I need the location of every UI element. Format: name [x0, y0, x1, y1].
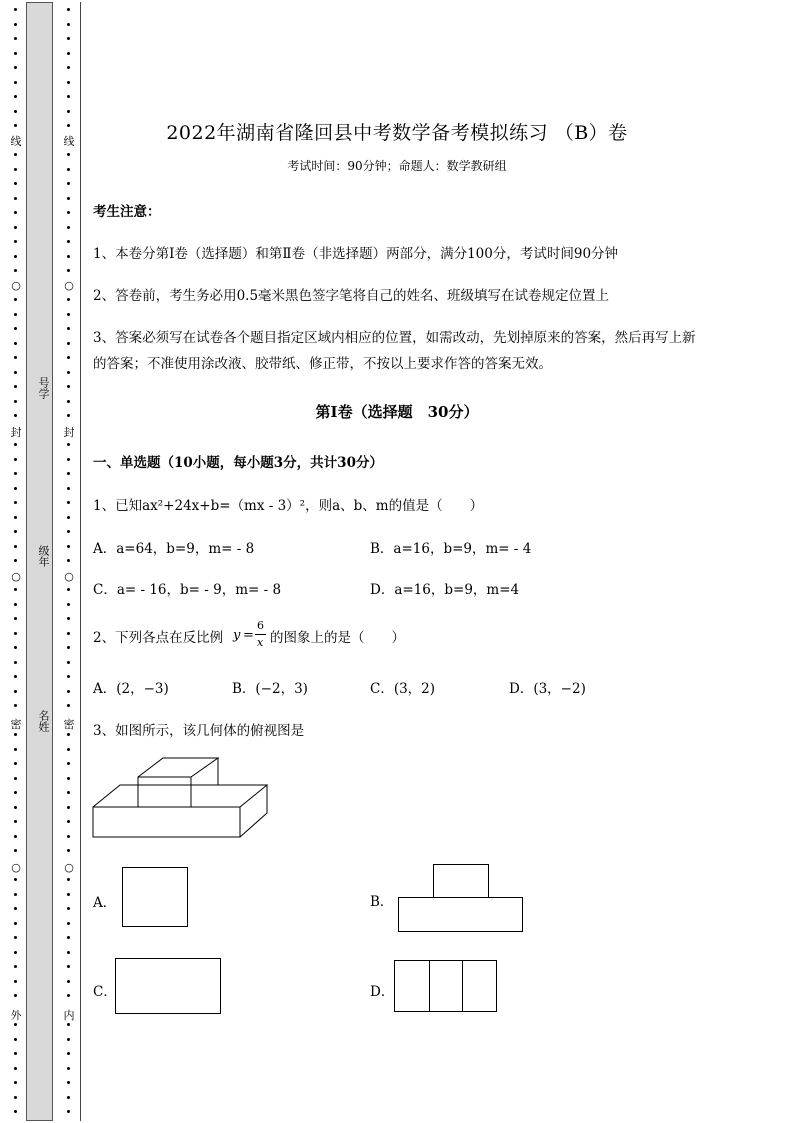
q3-option-c-shape [115, 958, 221, 1014]
margin-dot [67, 820, 70, 823]
right-mark-circle: ○ [61, 570, 77, 583]
margin-dot [14, 661, 17, 664]
margin-dot [14, 255, 17, 258]
q3-option-d-divider [462, 960, 463, 1012]
q1-option-c: C．a= - 16，b= - 9，m= - 8 [93, 582, 282, 598]
part-heading: 一、单选题（10小题，每小题3分，共计30分） [93, 455, 383, 471]
margin-dot [14, 37, 17, 40]
margin-dot [14, 777, 17, 780]
margin-dot [67, 922, 70, 925]
margin-dot [67, 443, 70, 446]
left-mark-circle: ○ [8, 279, 24, 292]
q3-option-d-label: D． [370, 984, 395, 1000]
margin-dot [14, 559, 17, 562]
right-mark-xian: 线 [61, 133, 77, 149]
margin-dot [67, 588, 70, 591]
margin-dot [67, 1096, 70, 1099]
q3-option-b-label: B． [370, 894, 394, 910]
margin-dot [67, 936, 70, 939]
margin-dot [14, 197, 17, 200]
margin-dot [67, 240, 70, 243]
right-mark-mi: 密 [61, 716, 77, 732]
margin-dot [14, 458, 17, 461]
margin-dot [67, 66, 70, 69]
margin-dot [14, 965, 17, 968]
margin-dot [14, 110, 17, 113]
notice-item-3-cont: 的答案；不准使用涂改液、胶带纸、修正带，不按以上要求作答的答案无效。 [93, 356, 552, 372]
notice-item-1: 1、本卷分第I卷（选择题）和第Ⅱ卷（非选择题）两部分，满分100分，考试时间90分钟 [93, 246, 619, 262]
margin-dot [67, 8, 70, 11]
margin-dot [67, 1081, 70, 1084]
margin-dot [67, 298, 70, 301]
margin-dot [67, 23, 70, 26]
margin-dot [14, 1096, 17, 1099]
margin-dot [67, 211, 70, 214]
q3-option-b-shape-top [433, 864, 489, 898]
margin-dot [67, 1067, 70, 1070]
margin-dot [14, 1081, 17, 1084]
right-mark-circle: ○ [61, 279, 77, 292]
margin-dot [14, 878, 17, 881]
field-student-number-text: 号学 [37, 377, 50, 399]
margin-dot [14, 1110, 17, 1113]
left-mark-circle: ○ [8, 570, 24, 583]
margin-dot [14, 748, 17, 751]
q2-option-d: D．(3，−2) [509, 681, 586, 697]
margin-dot [67, 893, 70, 896]
right-mark-nei: 内 [61, 1007, 77, 1023]
margin-dot [67, 255, 70, 258]
margin-dot [67, 878, 70, 881]
margin-dot [14, 153, 17, 156]
margin-dot [67, 951, 70, 954]
margin-dot [67, 52, 70, 55]
q2-formula-denominator: x [257, 636, 264, 649]
margin-dot [14, 617, 17, 620]
left-mark-feng: 封 [8, 424, 24, 440]
margin-dot [67, 690, 70, 693]
margin-dot [14, 385, 17, 388]
margin-dot [14, 226, 17, 229]
margin-dot [14, 632, 17, 635]
margin-dot [67, 110, 70, 113]
field-grade [30, 545, 56, 567]
margin-dot [14, 472, 17, 475]
margin-dot [67, 849, 70, 852]
margin-dot [14, 704, 17, 707]
q3-option-c-label: C． [93, 984, 117, 1000]
margin-dot [67, 994, 70, 997]
margin-dot [14, 356, 17, 359]
margin-dot [67, 487, 70, 490]
margin-dot [67, 559, 70, 562]
margin-dot [14, 269, 17, 272]
field-grade-text: 级年 [37, 545, 50, 567]
margin-dot [14, 951, 17, 954]
margin-dot [14, 23, 17, 26]
q3-stem: 3、如图所示，该几何体的俯视图是 [93, 723, 305, 739]
margin-dot [14, 443, 17, 446]
margin-dot [14, 690, 17, 693]
q2-option-a: A．(2，−3) [93, 681, 169, 697]
fraction-bar [255, 634, 266, 635]
margin-dot [14, 66, 17, 69]
margin-dot [67, 791, 70, 794]
notice-heading: 考生注意： [93, 204, 161, 220]
field-name [30, 710, 56, 732]
margin-dot [67, 1110, 70, 1113]
margin-dot [67, 269, 70, 272]
margin-dot [14, 936, 17, 939]
margin-dot [14, 8, 17, 11]
field-name-text: 名姓 [37, 710, 50, 732]
q2-option-b: B．(−2，3) [232, 681, 308, 697]
margin-dot [14, 588, 17, 591]
q2-option-c: C．(3，2) [370, 681, 436, 697]
margin-dot [67, 1052, 70, 1055]
margin-dot [14, 313, 17, 316]
q3-solid-figure [90, 755, 272, 840]
page-title: 2022年湖南省隆回县中考数学备考模拟练习 （B）卷 [166, 122, 628, 144]
margin-dot [14, 603, 17, 606]
margin-dot [14, 487, 17, 490]
margin-dot [67, 37, 70, 40]
margin-dot [14, 820, 17, 823]
margin-dot [67, 980, 70, 983]
margin-dot [14, 806, 17, 809]
margin-dot [67, 661, 70, 664]
margin-dot [67, 806, 70, 809]
margin-dot [14, 52, 17, 55]
q1-stem: 1、已知ax²+24x+b=（mx - 3）²，则a、b、m的值是（ ） [93, 498, 484, 514]
margin-dot [67, 762, 70, 765]
margin-dot [14, 675, 17, 678]
margin-dot [67, 501, 70, 504]
margin-dot [67, 516, 70, 519]
margin-dot [67, 748, 70, 751]
q3-option-b-shape-base [398, 897, 523, 932]
margin-dot [67, 327, 70, 330]
margin-dot [67, 965, 70, 968]
margin-dot [67, 153, 70, 156]
margin-dot [14, 81, 17, 84]
margin-dot [67, 646, 70, 649]
margin-dot [14, 371, 17, 374]
margin-dot [67, 356, 70, 359]
margin-dot [14, 791, 17, 794]
left-mark-xian: 线 [8, 133, 24, 149]
q2-stem-before: 2、下列各点在反比例 [93, 630, 224, 646]
margin-dot [14, 733, 17, 736]
margin-dot [14, 980, 17, 983]
margin-dot [67, 675, 70, 678]
margin-dot [14, 1023, 17, 1026]
margin-dot [67, 371, 70, 374]
margin-dot [67, 545, 70, 548]
q1-option-b: B．a=16，b=9，m= - 4 [370, 541, 532, 557]
right-mark-circle: ○ [61, 861, 77, 874]
margin-dot [67, 95, 70, 98]
margin-dot [67, 385, 70, 388]
margin-dot [14, 835, 17, 838]
margin-dot [67, 632, 70, 635]
margin-dot [14, 907, 17, 910]
margin-dot [14, 516, 17, 519]
notice-item-3: 3、答案必须写在试卷各个题目指定区域内相应的位置，如需改动，先划掉原来的答案，然后再写上新 [93, 330, 696, 346]
page-subtitle: 考试时间：90分钟；命题人：数学教研组 [287, 159, 507, 173]
q3-option-d-shape [394, 960, 497, 1012]
margin-dot [14, 530, 17, 533]
margin-dot [67, 704, 70, 707]
margin-dot [14, 501, 17, 504]
q2-formula-numerator: 6 [257, 619, 264, 632]
q1-option-d: D．a=16，b=9，m=4 [370, 582, 520, 598]
margin-dot [67, 907, 70, 910]
margin-dot [67, 733, 70, 736]
margin-dot [14, 240, 17, 243]
margin-dot [14, 849, 17, 852]
margin-dot [67, 472, 70, 475]
margin-dot [14, 994, 17, 997]
q1-option-a: A．a=64，b=9，m= - 8 [93, 541, 255, 557]
margin-dot [67, 81, 70, 84]
field-student-number [30, 377, 56, 399]
margin-dot [14, 762, 17, 765]
margin-dot [14, 893, 17, 896]
margin-dot [14, 1067, 17, 1070]
left-mark-mi: 密 [8, 716, 24, 732]
margin-dot [14, 211, 17, 214]
margin-dot [67, 342, 70, 345]
margin-dot [67, 458, 70, 461]
q3-option-a-label: A． [93, 895, 117, 911]
q3-option-d-divider [429, 960, 430, 1012]
margin-dot [67, 182, 70, 185]
section-title: 第I卷（选择题 30分） [315, 403, 479, 421]
margin-dot [67, 1038, 70, 1041]
q2-formula-y: y [233, 628, 241, 643]
q3-option-a-shape [122, 867, 188, 927]
margin-dot [67, 777, 70, 780]
margin-dot [14, 95, 17, 98]
margin-dot [67, 617, 70, 620]
right-mark-feng: 封 [61, 424, 77, 440]
margin-dot [67, 1023, 70, 1026]
margin-dot [67, 530, 70, 533]
margin-dot [14, 327, 17, 330]
q2-stem-after: 的图象上的是（ ） [270, 630, 405, 646]
notice-item-2: 2、答卷前，考生务必用0.5毫米黑色签字笔将自己的姓名、班级填写在试卷规定位置上 [93, 288, 610, 304]
margin-dot [14, 1052, 17, 1055]
left-mark-wai: 外 [8, 1007, 24, 1023]
margin-dot [67, 313, 70, 316]
left-mark-circle: ○ [8, 861, 24, 874]
margin-dot [14, 182, 17, 185]
margin-dot [14, 1038, 17, 1041]
margin-dot [14, 646, 17, 649]
margin-dot [14, 922, 17, 925]
q2-formula-eq: = [243, 628, 254, 643]
margin-dot [67, 603, 70, 606]
margin-dot [67, 835, 70, 838]
margin-dot [67, 197, 70, 200]
margin-dot [67, 226, 70, 229]
margin-dot [14, 342, 17, 345]
margin-dot [14, 545, 17, 548]
margin-dot [14, 298, 17, 301]
